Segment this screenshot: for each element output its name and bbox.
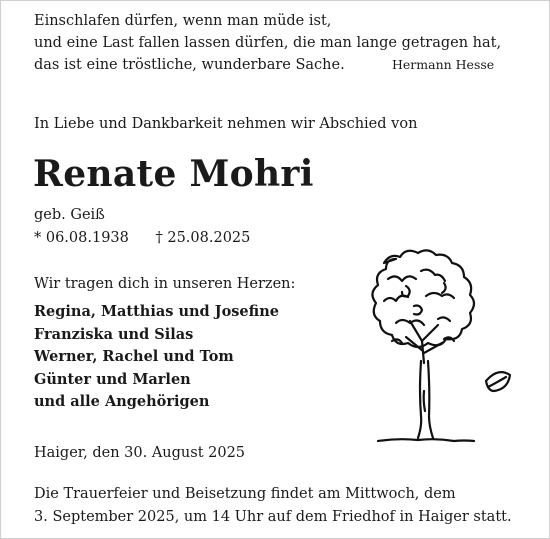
deceased-name: Renate Mohri [33, 153, 314, 195]
mourner-entry: und alle Angehörigen [34, 393, 210, 410]
farewell-intro: In Liebe und Dankbarkeit nehmen wir Abschied von [34, 116, 418, 132]
poem-author: Hermann Hesse [392, 57, 495, 72]
mourner-entry: Werner, Rachel und Tom [34, 348, 234, 365]
maiden-name: geb. Geiß [34, 207, 105, 223]
poem-line: Einschlafen dürfen, wenn man müde ist, [34, 13, 332, 29]
place-date: Haiger, den 30. August 2025 [34, 445, 246, 461]
death-date: † 25.08.2025 [155, 230, 251, 246]
mourner-entry: Günter und Marlen [34, 370, 191, 388]
mourners-intro: Wir tragen dich in unseren Herzen: [34, 276, 296, 292]
tree-icon [326, 241, 516, 451]
poem-quote [34, 10, 501, 76]
funeral-line: 3. September 2025, um 14 Uhr auf dem Friedhof in Haiger statt. [34, 509, 512, 525]
poem-line: und eine Last fallen lassen dürfen, die man lange getragen hat, [34, 35, 502, 51]
poem-line: das ist eine tröstliche, wunderbare Sache. [34, 57, 345, 73]
mourner-entry: Franziska und Silas [34, 325, 194, 343]
funeral-line: Die Trauerfeier und Beisetzung findet am Mittwoch, dem [34, 486, 456, 502]
birth-date: * 06.08.1938 [34, 230, 129, 246]
funeral-info [34, 483, 512, 529]
life-dates [34, 230, 250, 246]
mourner-entry: Regina, Matthias und Josefine [34, 303, 279, 320]
mourners-list [34, 301, 279, 414]
